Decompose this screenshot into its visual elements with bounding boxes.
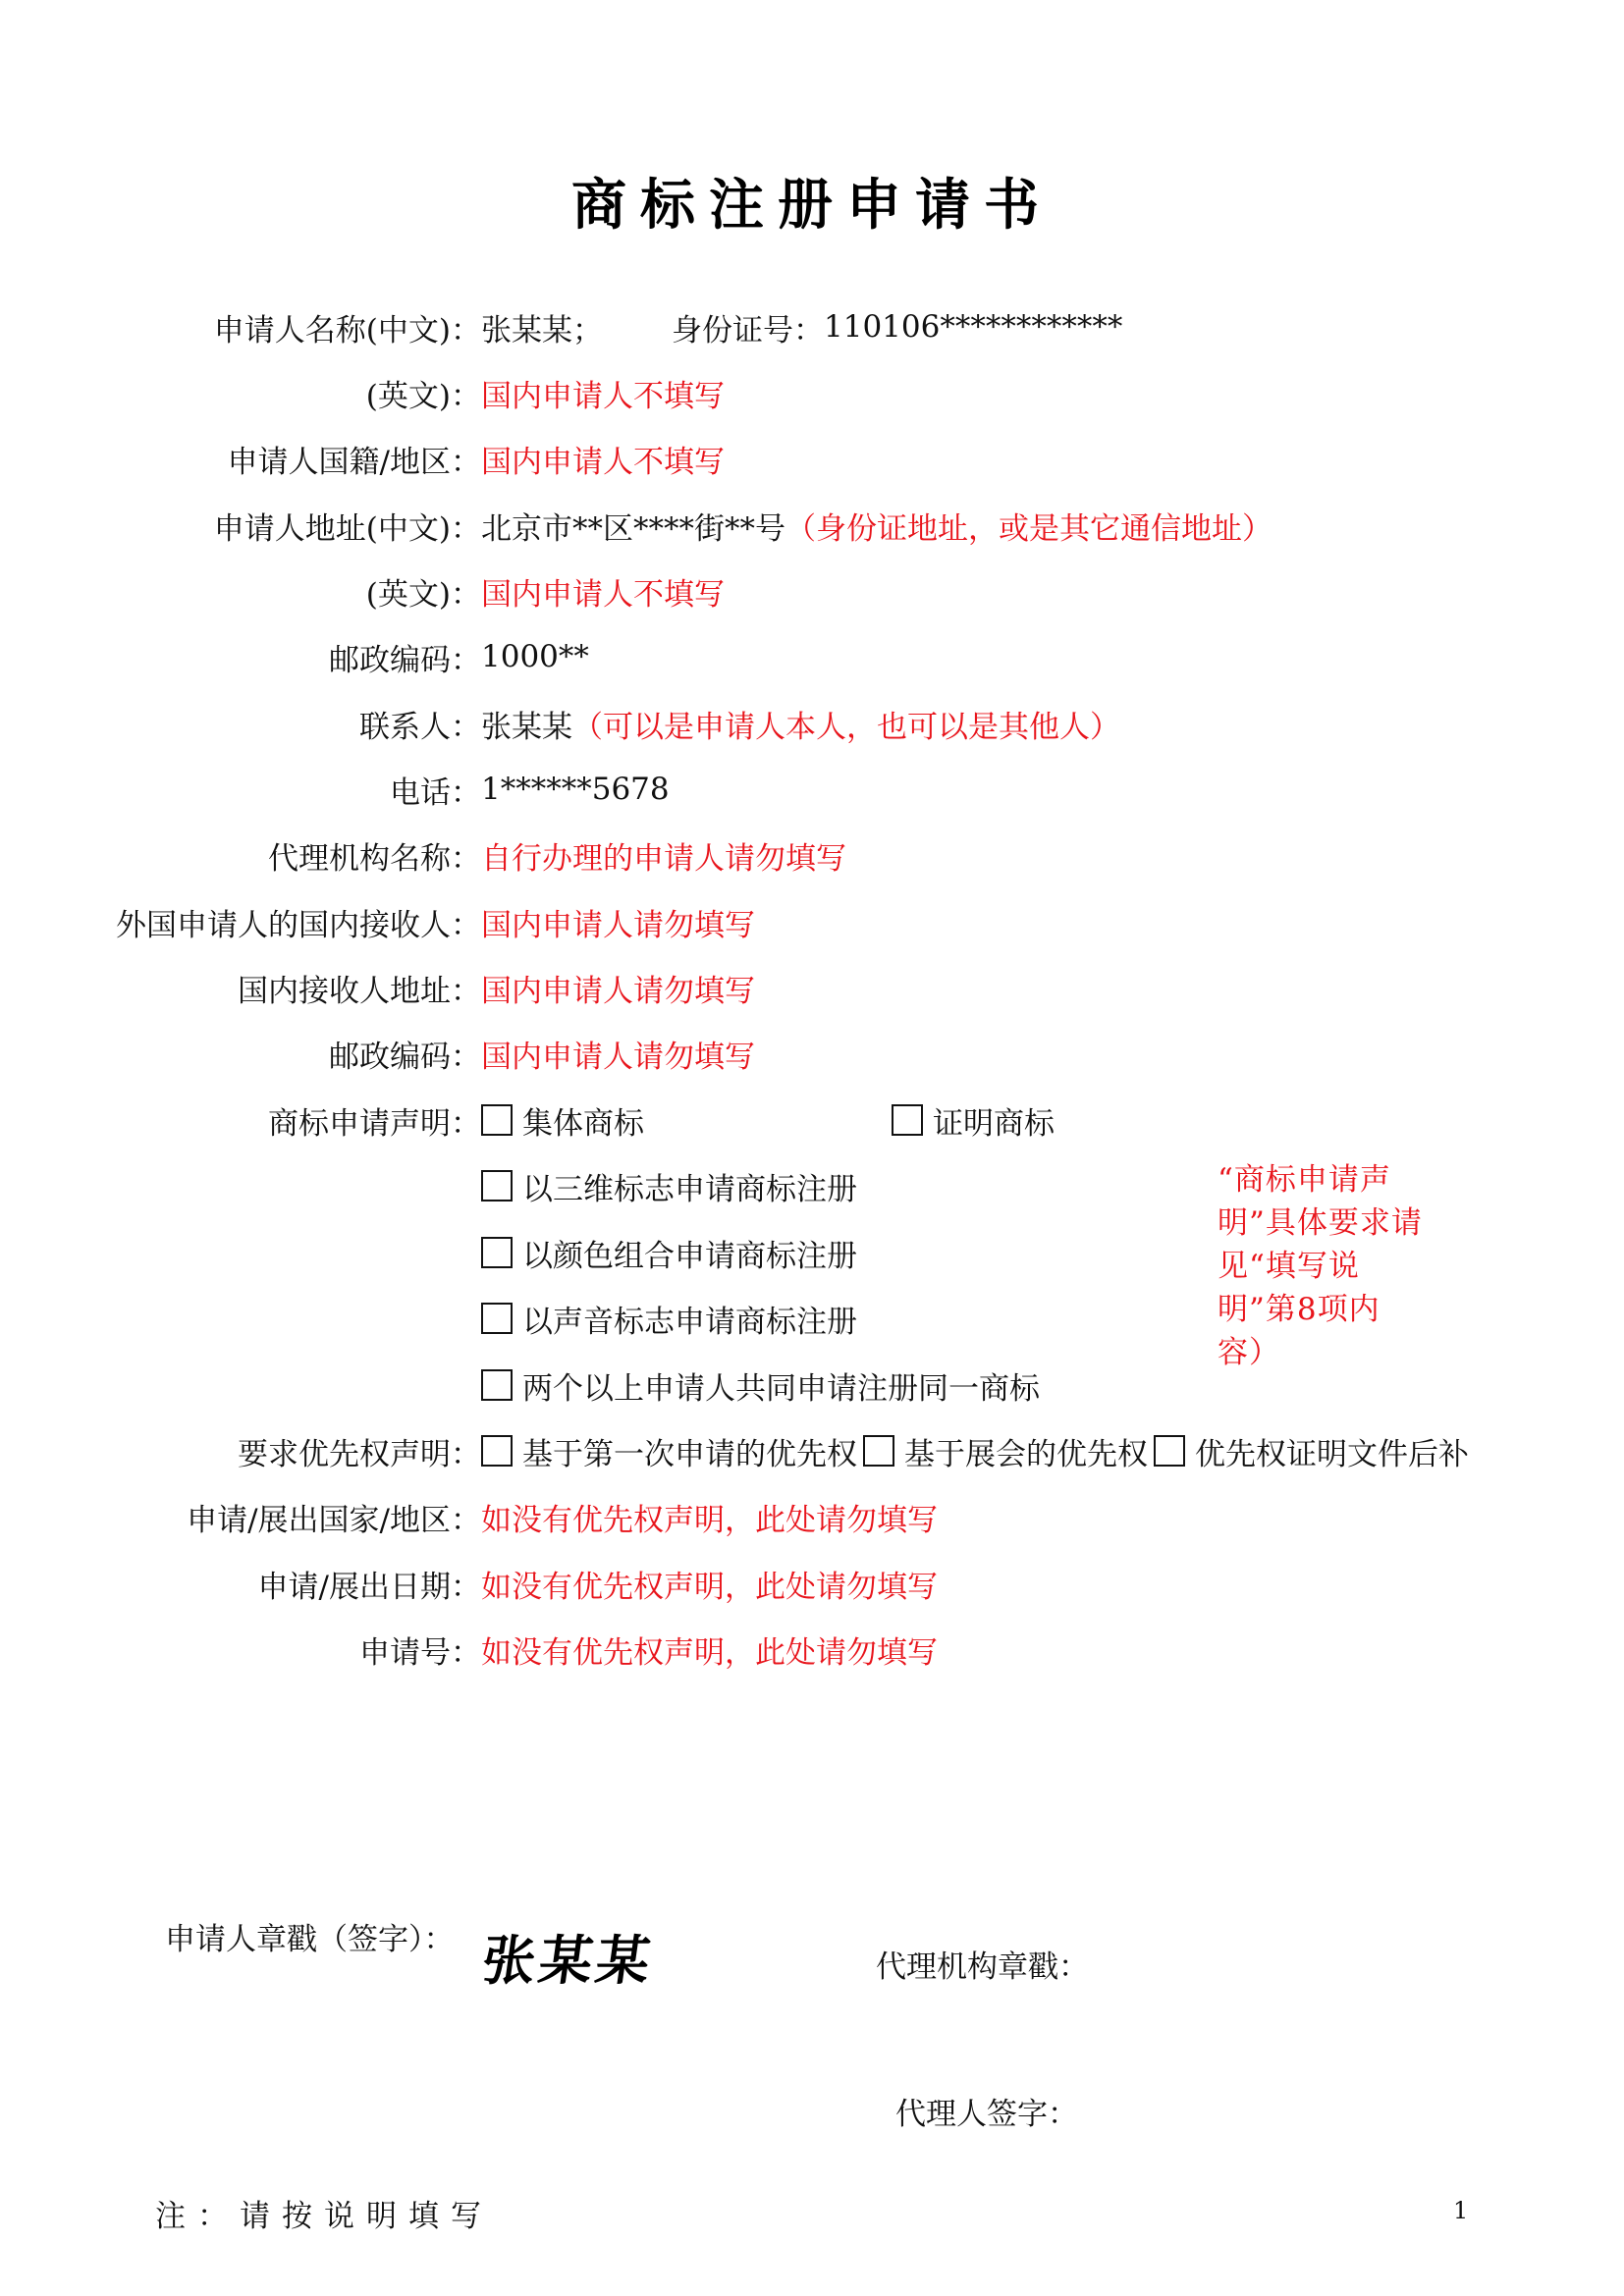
option-label: 集体商标	[522, 1105, 644, 1142]
row-priority-number	[0, 1625, 938, 1674]
applicant-seal-label: 申请人章戳（签字）：	[165, 1922, 455, 1957]
option-collective-mark[interactable]	[481, 1098, 644, 1143]
label-receiver: 外国申请人的国内接收人：	[116, 907, 481, 943]
label-applicant-name-cn: 申请人名称(中文)：	[213, 312, 481, 348]
option-label: 以声音标志申请商标注册	[522, 1304, 857, 1340]
label-receiver-address: 国内接收人地址：	[238, 973, 481, 1009]
checkbox-color-mark[interactable]	[481, 1237, 513, 1268]
option-color-mark[interactable]	[481, 1228, 857, 1277]
option-label: 基于展会的优先权	[904, 1436, 1148, 1472]
value-priority-date[interactable]: 如没有优先权声明，此处请勿填写	[481, 1569, 938, 1605]
agency-seal-label: 代理机构章戳：	[876, 1949, 1089, 1985]
value-id-number[interactable]: 110106************	[824, 309, 1123, 345]
label-phone: 电话：	[390, 774, 481, 811]
note-address-cn: （身份证地址，或是其它通信地址）	[785, 510, 1272, 547]
value-phone[interactable]: 1******5678	[481, 772, 670, 807]
row-priority-date	[0, 1559, 938, 1608]
label-nationality: 申请人国籍/地区：	[227, 444, 481, 480]
row-postcode	[0, 632, 589, 681]
option-3d-mark[interactable]	[481, 1161, 857, 1210]
value-priority-country[interactable]: 如没有优先权声明，此处请勿填写	[481, 1502, 938, 1538]
row-address-cn	[0, 501, 1272, 550]
row-applicant-name	[0, 302, 1122, 351]
applicant-signature: 张某某	[478, 1929, 659, 1992]
checkbox-collective-mark[interactable]	[481, 1104, 513, 1136]
value-receiver-address[interactable]: 国内申请人请勿填写	[481, 973, 755, 1009]
label-address-en: (英文)：	[365, 576, 481, 613]
checkbox-joint-application[interactable]	[481, 1369, 513, 1401]
document-title: 商标注册申请书	[571, 173, 1053, 238]
label-priority-country: 申请/展出国家/地区：	[187, 1502, 481, 1538]
option-priority-first-application[interactable]	[481, 1429, 857, 1473]
value-priority-number[interactable]: 如没有优先权声明，此处请勿填写	[481, 1634, 938, 1671]
label-postcode: 邮政编码：	[329, 642, 481, 678]
value-applicant-name-en[interactable]: 国内申请人不填写	[481, 378, 725, 414]
option-label: 以三维标志申请商标注册	[522, 1171, 857, 1207]
label-address-cn: 申请人地址(中文)：	[213, 510, 481, 547]
row-receiver-postcode	[0, 1029, 755, 1078]
value-address-en[interactable]: 国内申请人不填写	[481, 576, 725, 613]
row-declaration	[0, 1095, 644, 1145]
page-number: 1	[1453, 2197, 1469, 2224]
declaration-instruction-note: “商标申请声明”具体要求请见“填写说明”第8项内容）	[1218, 1162, 1423, 1370]
option-label: 证明商标	[933, 1105, 1055, 1142]
option-priority-exhibition[interactable]	[863, 1429, 1148, 1473]
value-agency[interactable]: 自行办理的申请人请勿填写	[481, 840, 846, 877]
option-sound-mark[interactable]	[481, 1294, 857, 1343]
checkbox-sound-mark[interactable]	[481, 1303, 513, 1334]
row-address-en	[0, 566, 725, 615]
label-id-number: 身份证号：	[672, 312, 824, 348]
option-label: 优先权证明文件后补	[1195, 1436, 1469, 1472]
row-receiver	[0, 897, 755, 946]
row-receiver-address	[0, 963, 755, 1012]
value-contact[interactable]: 张某某	[481, 709, 572, 745]
label-priority-number: 申请号：	[359, 1634, 481, 1671]
value-nationality[interactable]: 国内申请人不填写	[481, 444, 725, 480]
checkbox-certification-mark[interactable]	[892, 1104, 923, 1136]
label-contact: 联系人：	[359, 709, 481, 745]
row-priority	[0, 1426, 1469, 1475]
label-applicant-name-en: (英文)：	[365, 378, 481, 414]
row-phone	[0, 765, 670, 814]
option-label: 基于第一次申请的优先权	[522, 1436, 857, 1472]
agent-signature-label: 代理人签字：	[895, 2097, 1078, 2132]
option-priority-docs-later[interactable]	[1154, 1429, 1469, 1473]
value-receiver-postcode[interactable]: 国内申请人请勿填写	[481, 1039, 755, 1075]
value-postcode[interactable]: 1000**	[481, 639, 589, 674]
note-contact: （可以是申请人本人，也可以是其他人）	[572, 709, 1120, 745]
label-declaration: 商标申请声明：	[268, 1105, 481, 1142]
checkbox-priority-exhibition[interactable]	[863, 1435, 894, 1467]
value-applicant-name-cn[interactable]: 张某某；	[481, 312, 603, 348]
row-agency	[0, 830, 846, 880]
checkbox-priority-docs-later[interactable]	[1154, 1435, 1185, 1467]
row-contact	[0, 699, 1120, 748]
checkbox-3d-mark[interactable]	[481, 1170, 513, 1201]
value-address-cn[interactable]: 北京市**区****街**号	[481, 510, 785, 547]
value-receiver[interactable]: 国内申请人请勿填写	[481, 907, 755, 943]
label-priority-date: 申请/展出日期：	[257, 1569, 481, 1605]
row-priority-country	[0, 1492, 938, 1541]
option-joint-application[interactable]	[481, 1361, 1040, 1410]
footer-note: 注：请按说明填写	[155, 2199, 493, 2234]
checkbox-priority-first-application[interactable]	[481, 1435, 513, 1467]
option-label: 以颜色组合申请商标注册	[522, 1238, 857, 1274]
label-receiver-postcode: 邮政编码：	[329, 1039, 481, 1075]
option-certification-mark[interactable]	[892, 1095, 1055, 1145]
option-label: 两个以上申请人共同申请注册同一商标	[522, 1370, 1040, 1407]
row-nationality	[0, 434, 725, 483]
label-agency: 代理机构名称：	[268, 840, 481, 877]
row-applicant-name-en	[0, 368, 725, 417]
label-priority: 要求优先权声明：	[238, 1436, 481, 1472]
